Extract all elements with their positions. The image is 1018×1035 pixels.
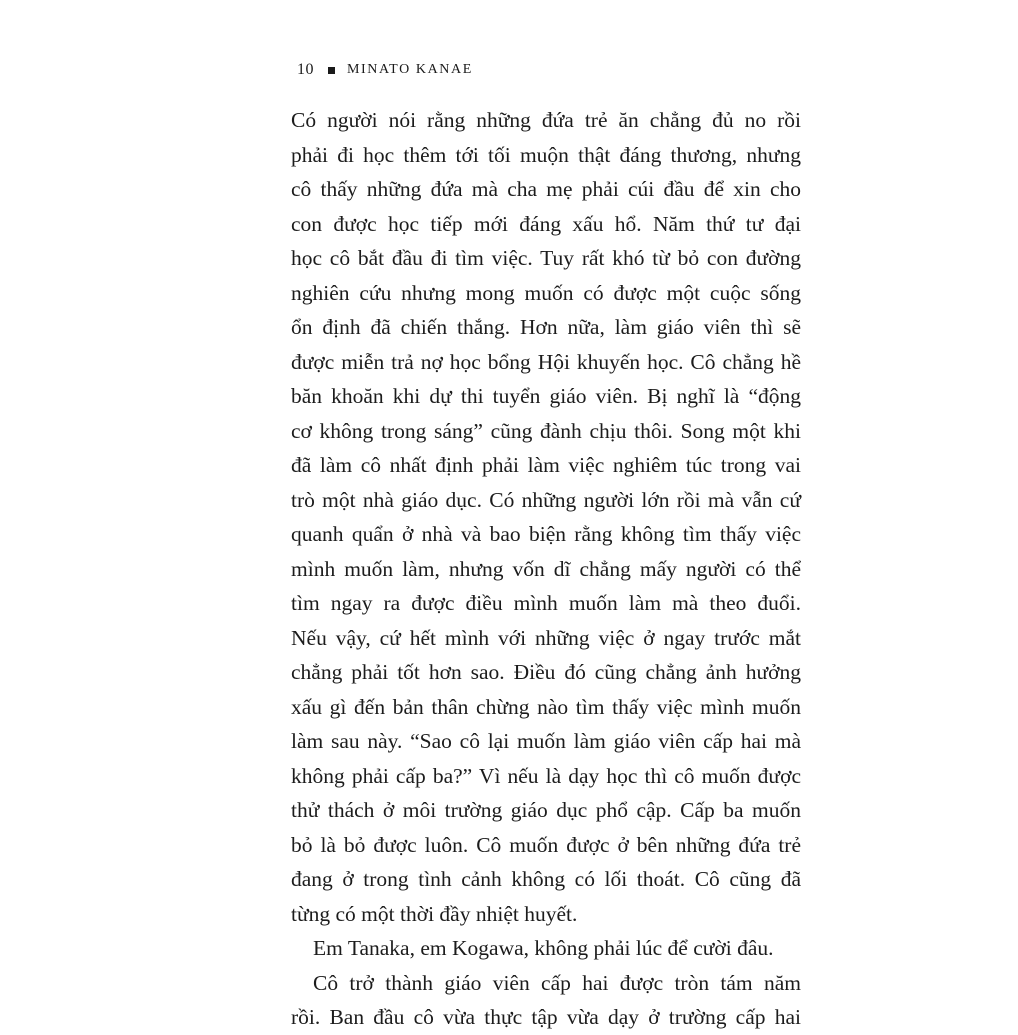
page-number: 10	[297, 61, 314, 78]
text-line: băn khoăn khi dự thi tuyển giáo viên. Bị nghĩ là “động	[291, 384, 801, 408]
text-line: Cô trở thành giáo viên cấp hai được tròn tám năm	[313, 970, 801, 995]
text-line: không phải cấp ba?” Vì nếu là dạy học thì cô muốn được	[291, 763, 801, 788]
text-line: Có người nói rằng những đứa trẻ ăn chẳng đủ no rồi	[291, 108, 801, 132]
text-line: cô thấy những đứa mà cha mẹ phải cúi đầu để xin cho	[291, 177, 801, 201]
text-line: xấu gì đến bản thân chừng nào tìm thấy việc mình muốn	[291, 694, 801, 719]
text-line: đã làm cô nhất định phải làm việc nghiêm túc trong vai	[291, 453, 801, 477]
running-head: MINATO KANAE	[347, 62, 473, 77]
text-line: rồi. Ban đầu cô vừa thực tập vừa dạy ở trường cấp hai	[291, 1005, 801, 1029]
text-line: bỏ là bỏ được luôn. Cô muốn được ở bên những đứa trẻ	[291, 832, 801, 857]
text-line: chẳng phải tốt hơn sao. Điều đó cũng chẳng ảnh hưởng	[291, 660, 801, 684]
text-line: tìm ngay ra được điều mình muốn làm mà theo đuổi.	[291, 591, 801, 615]
text-line: cơ không trong sáng” cũng đành chịu thôi. Song một khi	[291, 418, 801, 443]
text-line: Nếu vậy, cứ hết mình với những việc ở ngay trước mắt	[291, 625, 801, 650]
text-line: học cô bắt đầu đi tìm việc. Tuy rất khó từ bỏ con đường	[291, 246, 801, 270]
square-separator-icon	[328, 67, 335, 74]
text-line: con được học tiếp mới đáng xấu hổ. Năm thứ tư đại	[291, 211, 801, 236]
text-line: từng có một thời đầy nhiệt huyết.	[291, 901, 578, 926]
text-line: phải đi học thêm tới tối muộn thật đáng thương, nhưng	[291, 142, 801, 167]
text-line: làm sau này. “Sao cô lại muốn làm giáo viên cấp hai mà	[291, 729, 801, 753]
text-line: Em Tanaka, em Kogawa, không phải lúc để cười đâu.	[313, 936, 774, 960]
text-line: ổn định đã chiến thắng. Hơn nữa, làm giáo viên thì sẽ	[291, 315, 801, 339]
text-line: mình muốn làm, nhưng vốn dĩ chẳng mấy người có thể	[291, 556, 801, 581]
text-line: thử thách ở môi trường giáo dục phổ cập. Cấp ba muốn	[291, 798, 801, 822]
page-header	[297, 58, 473, 82]
text-line: trò một nhà giáo dục. Có những người lớn rồi mà vẫn cứ	[291, 487, 801, 512]
text-line: được miễn trả nợ học bổng Hội khuyến học. Cô chẳng hề	[291, 349, 801, 374]
text-line: nghiên cứu nhưng mong muốn có được một cuộc sống	[291, 280, 801, 305]
text-line: quanh quẩn ở nhà và bao biện rằng không tìm thấy việc	[291, 522, 801, 546]
text-line: đang ở trong tình cảnh không có lối thoát. Cô cũng đã	[291, 867, 801, 891]
body-text	[291, 103, 801, 1035]
